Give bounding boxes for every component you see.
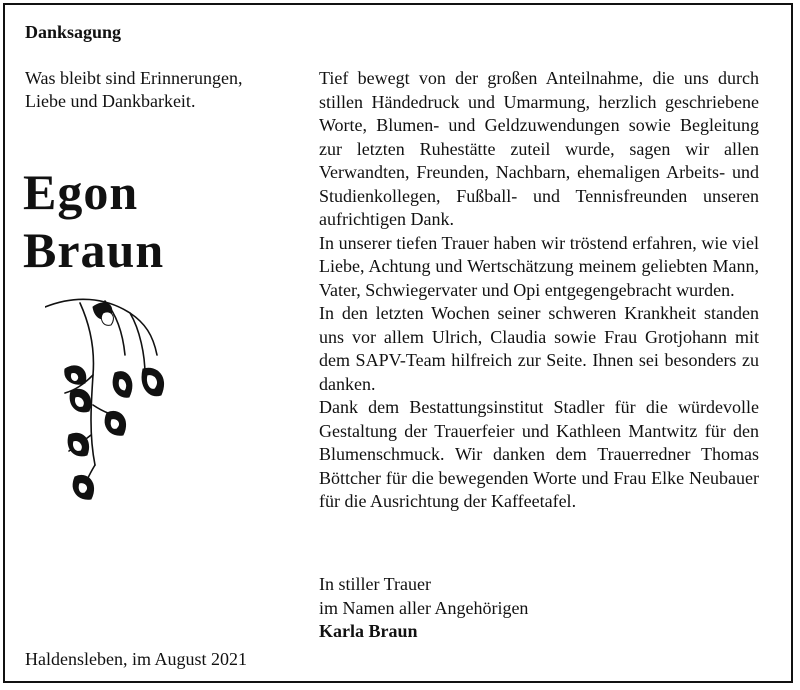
place-and-date: Haldensleben, im August 2021 [25, 649, 247, 669]
paragraph-1: Tief bewegt von der großen Anteilnahme, die uns durch stillen Händedruck und Umarmung, herzlich geschriebene Worte, Blumen- und Geldzuwendungen sowie Begleitung zur letzten Ruhestätte zuteil wurde, sagen wir allen Verwandten, Freunden, Nachbarn, ehemaligen Arbeits- und Studienkollegen, Fußball- und Tennisfreunden unseren aufrichtigen Dank. [319, 68, 759, 229]
deceased-last-name: Braun [23, 222, 165, 278]
motto-line-2: Liebe und Dankbarkeit. [25, 91, 196, 111]
motto-line-1: Was bleibt sind Erinnerungen, [25, 68, 243, 88]
signer-name: Karla Braun [319, 621, 418, 641]
motto [25, 67, 295, 113]
closing-line-2: im Namen aller Angehörigen [319, 597, 529, 618]
paragraph-3: In den letzten Wochen seiner schweren Krankheit standen uns vor allem Ulrich, Claudia sowie Frau Grotjohann mit dem SAPV-Team hilfreich zur Seite. Ihnen sei besonders zu danken. [319, 303, 759, 394]
closing-block [319, 573, 759, 644]
deceased-name [23, 163, 164, 279]
paragraph-2: In unserer tiefen Trauer haben wir tröstend erfahren, wie viel Liebe, Achtung und Wertschätzung meinem geliebten Mann, Vater, Schwiegervater und Opi entgegengebracht wurden. [319, 232, 759, 300]
thank-you-text [319, 67, 759, 514]
paragraph-4: Dank dem Bestattungsinstitut Stadler für die würdevolle Gestaltung der Trauerfeier und Kathleen Mantwitz für den Blumenschmuck. Wir danken dem Trauerredner Thomas Böttcher für die bewegenden Worte und Frau Elke Neubauer für die Ausrichtung der Kaffeetafel. [319, 397, 759, 511]
leafy-branch-icon [45, 295, 185, 515]
deceased-first-name: Egon [23, 164, 139, 220]
closing-line-1: In stiller Trauer [319, 574, 431, 594]
notice-heading: Danksagung [25, 22, 122, 42]
obituary-notice [3, 3, 793, 683]
